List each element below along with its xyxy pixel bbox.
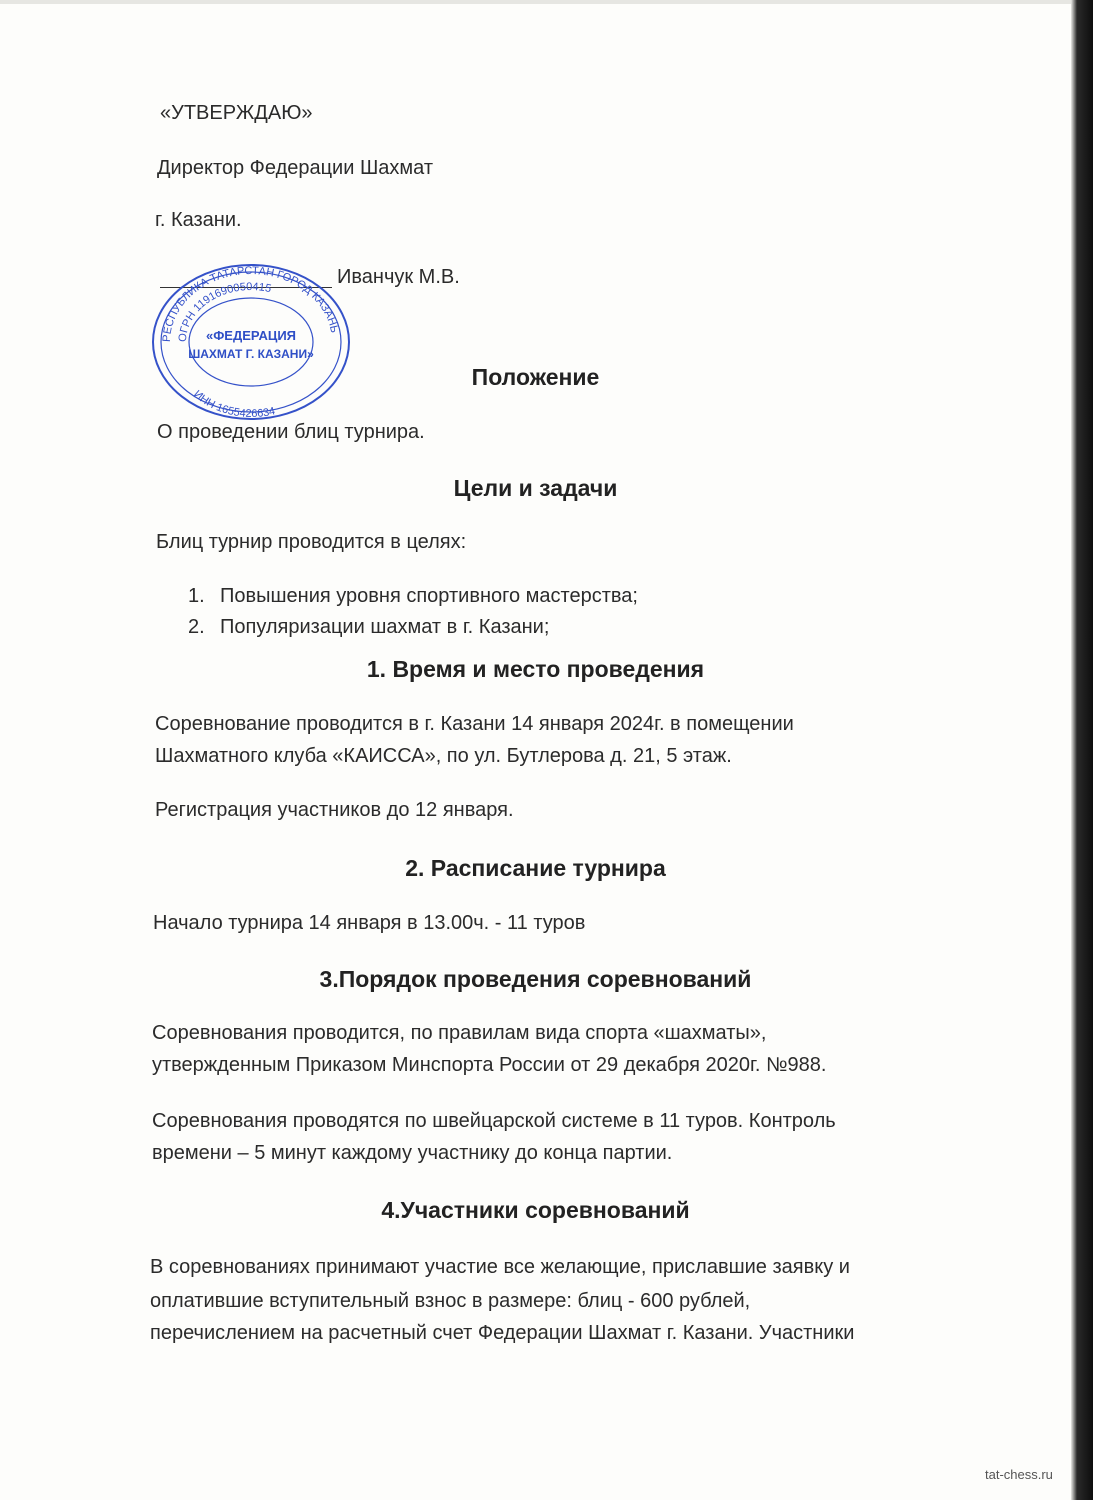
approval-position: Директор Федерации Шахмат (157, 157, 434, 179)
doc-title: Положение (471, 364, 600, 390)
section1-p1-line2: Шахматного клуба «КАИССА», по ул. Бутлерова д. 21, 5 этаж. (155, 745, 732, 767)
section4-p1-line3: перечислением на расчетный счет Федерации Шахмат г. Казани. Участники (150, 1322, 855, 1344)
scan-top-edge (0, 0, 1093, 4)
section2-heading: 2. Расписание турнира (405, 855, 666, 881)
official-stamp (150, 262, 352, 422)
goals-intro: Блиц турнир проводится в целях: (156, 531, 467, 553)
section1-p1-line1: Соревнование проводится в г. Казани 14 января 2024г. в помещении (155, 713, 794, 735)
goals-item-1 (188, 583, 638, 609)
section3-p1-line1: Соревнования проводится, по правилам вида спорта «шахматы», (152, 1022, 767, 1044)
list-number: 1. (188, 585, 205, 607)
doc-subtitle: О проведении блиц турнира. (157, 421, 425, 443)
stamp-ring-bottom: ИНН 1655426634 (191, 388, 277, 421)
section3-p2-line1: Соревнования проводятся по швейцарской системе в 11 туров. Контроль (152, 1110, 836, 1132)
section1-p2: Регистрация участников до 12 января. (155, 799, 514, 821)
approval-city: г. Казани. (155, 209, 242, 231)
scan-right-edge (1071, 0, 1093, 1500)
goals-item-2 (188, 614, 549, 640)
goals-heading: Цели и задачи (453, 475, 618, 501)
list-number: 2. (188, 616, 205, 638)
section4-p1-line1: В соревнованиях принимают участие все желающие, приславшие заявку и (150, 1256, 850, 1278)
section4-p1-line2: оплатившие вступительный взнос в размере: блиц - 600 рублей, (150, 1290, 751, 1312)
stamp-org-line2: ШАХМАТ Г. КАЗАНИ» (188, 347, 314, 361)
section4-heading: 4.Участники соревнований (381, 1197, 690, 1223)
list-text: Популяризации шахмат в г. Казани; (220, 616, 550, 638)
site-watermark: tat-chess.ru (985, 1467, 1053, 1482)
section2-p1: Начало турнира 14 января в 13.00ч. - 11 туров (153, 912, 586, 934)
approval-signatory: Иванчук М.В. (337, 266, 460, 288)
stamp-ring-top: РЕСПУБЛИКА ТАТАРСТАН ГОРОД КАЗАНЬ (160, 264, 341, 343)
list-text: Повышения уровня спортивного мастерства; (220, 585, 638, 607)
section3-heading: 3.Порядок проведения соревнований (319, 966, 752, 992)
section3-p2-line2: времени – 5 минут каждому участнику до конца партии. (152, 1142, 673, 1164)
section1-heading: 1. Время и место проведения (366, 656, 705, 682)
stamp-org-line1: «ФЕДЕРАЦИЯ (205, 328, 297, 343)
approval-title: «УТВЕРЖДАЮ» (160, 102, 313, 124)
stamp-ring-inner: ОГРН 1191690050415 (176, 280, 273, 343)
section3-p1-line2: утвержденным Приказом Минспорта России от 29 декабря 2020г. №988. (152, 1054, 827, 1076)
